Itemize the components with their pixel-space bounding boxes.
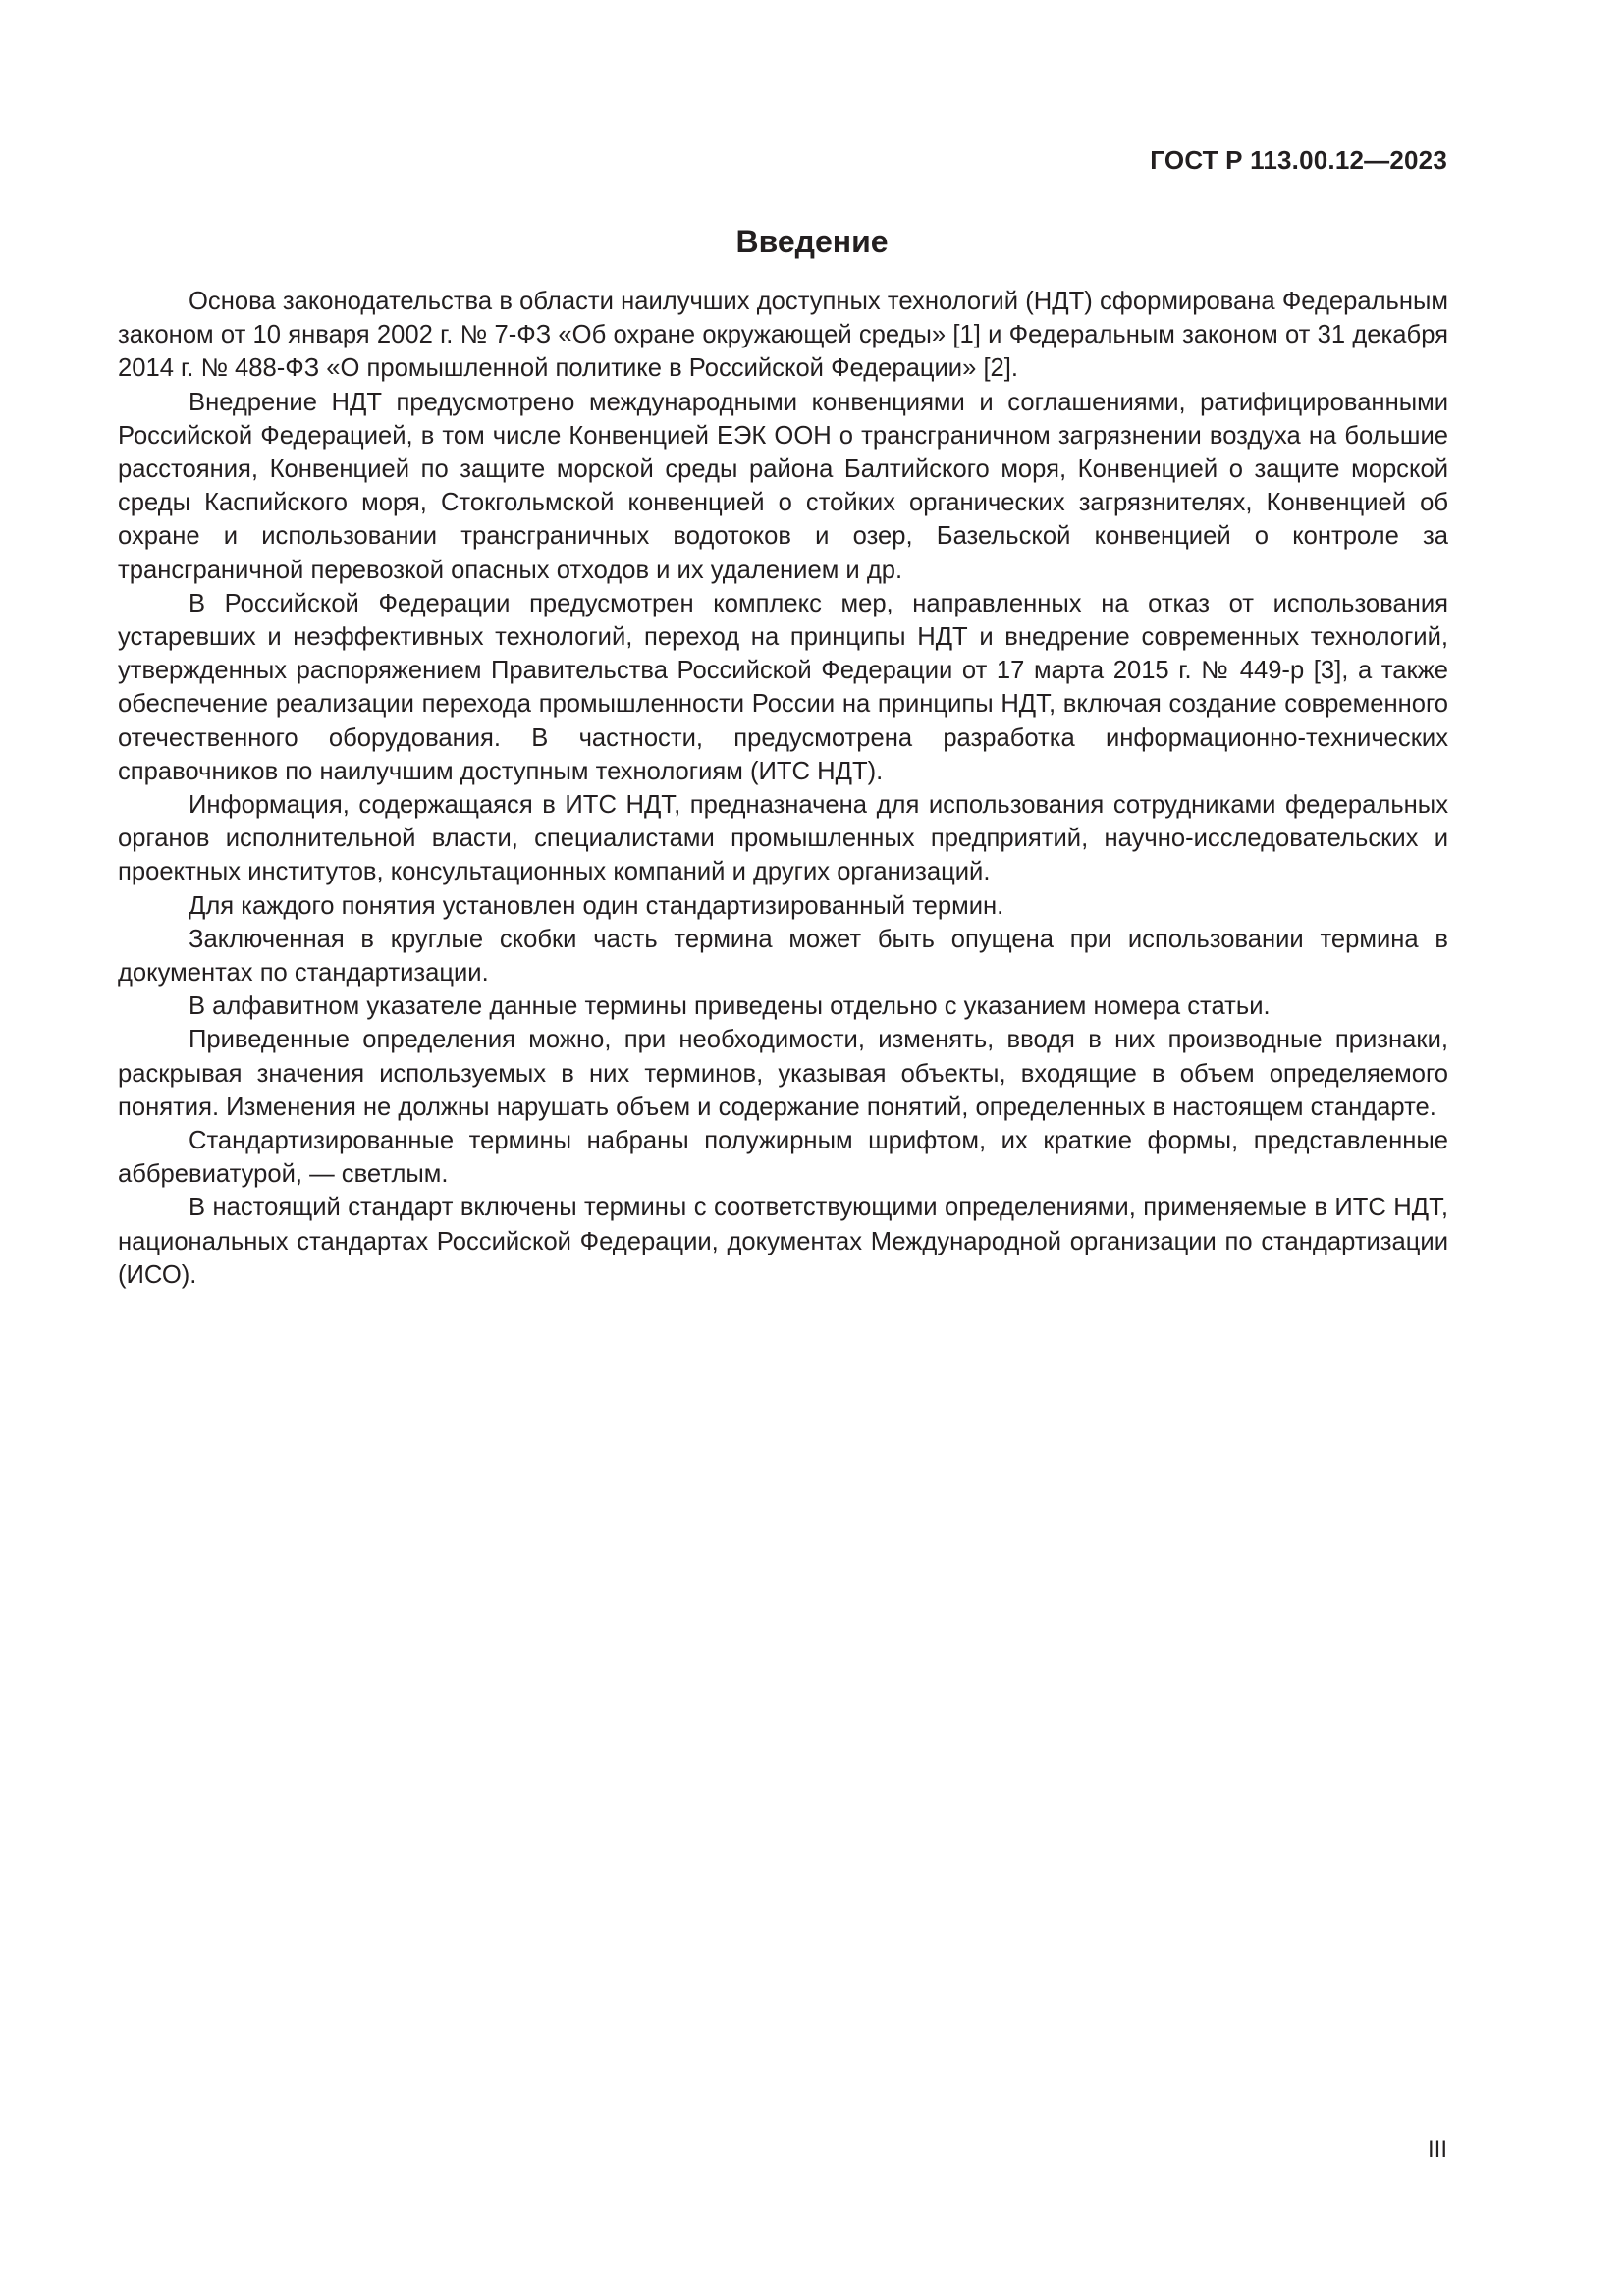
paragraph: В настоящий стандарт включены термины с соответствующими определениями, применяемые в ИТС НДТ, национальных стандартах Российской Федерации, документах Международной организации по стандартизации (ИСО).: [118, 1194, 1448, 1289]
paragraph: Приведенные определения можно, при необходимости, изменять, вводя в них производные признаки, раскрывая значения используемых в них терминов, указывая объекты, входящие в объем определяемого понятия. Изменения не должны нарушать объем и содержание понятий, определенных в настоящем стандарте.: [118, 1026, 1448, 1121]
paragraph: Стандартизированные термины набраны полужирным шрифтом, их краткие формы, представленные аббревиатурой, — светлым.: [118, 1127, 1448, 1189]
body-text: [118, 285, 1448, 1292]
paragraph: Информация, содержащаяся в ИТС НДТ, предназначена для использования сотрудниками федеральных органов исполнительной власти, специалистами промышленных предприятий, научно-исследовательских и проектных институтов, консультационных компаний и других организаций.: [118, 791, 1448, 886]
document-code: ГОСТ Р 113.00.12—2023: [1150, 145, 1447, 175]
paragraph: Заключенная в круглые скобки часть термина может быть опущена при использовании термина в документах по стандартизации.: [118, 925, 1448, 988]
paragraph: Для каждого понятия установлен один стандартизированный термин.: [189, 891, 1004, 920]
paragraph: Основа законодательства в области наилучших доступных технологий (НДТ) сформирована Федеральным законом от 10 января 2002 г. № 7-ФЗ «Об охране окружающей среды» [1] и Федеральным законом от 31 декабря 2014 г. № 488-ФЗ «О промышленной политике в Российской Федерации» [2].: [118, 288, 1448, 383]
section-title: Введение: [735, 224, 889, 259]
paragraph: Внедрение НДТ предусмотрено международными конвенциями и соглашениями, ратифицированными Российской Федерацией, в том числе Конвенцией ЕЭК ООН о трансграничном загрязнении воздуха на большие расстояния, Конвенцией по защите морской среды района Балтийского моря, Конвенцией о защите морской среды Каспийского моря, Стокгольмской конвенцией о стойких органических загрязнителях, Конвенцией об охране и использовании трансграничных водотоков и озер, Базельской конвенцией о контроле за трансграничной перевозкой опасных отходов и их удалением и др.: [118, 388, 1448, 584]
paragraph: В Российской Федерации предусмотрен комплекс мер, направленных на отказ от использования устаревших и неэффективных технологий, переход на принципы НДТ и внедрение современных технологий, утвержденных распоряжением Правительства Российской Федерации от 17 марта 2015 г. № 449-р [3], а также обеспечение реализации перехода промышленности России на принципы НДТ, включая создание современного отечественного оборудования. В частности, предусмотрена разработка информационно-технических справочников по наилучшим доступным технологиям (ИТС НДТ).: [118, 589, 1448, 785]
page-number: III: [1427, 2136, 1447, 2163]
paragraph: В алфавитном указателе данные термины приведены отдельно с указанием номера статьи.: [189, 992, 1271, 1021]
